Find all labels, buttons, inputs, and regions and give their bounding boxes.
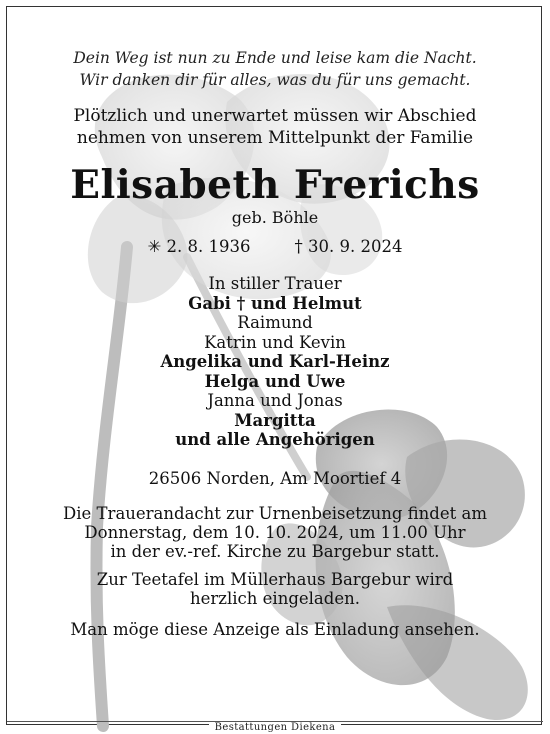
mourning-address: 26506 Norden, Am Moortief 4 (148, 468, 402, 488)
mourner-line: Janna und Jonas (207, 391, 343, 410)
mourner-line: Raimund (237, 313, 313, 332)
ceremony-line: Die Trauerandacht zur Urnenbeisetzung findet am (63, 503, 487, 523)
intro-line: Plötzlich und unerwartet müssen wir Abschied (73, 106, 477, 126)
life-dates (7, 236, 543, 258)
obituary-frame (6, 6, 542, 733)
obituary-content (7, 7, 543, 639)
tea-line: Zur Teetafel im Müllerhaus Bargebur wird (96, 569, 454, 589)
footer (7, 715, 543, 734)
intro-text (7, 105, 543, 149)
birth-name: geb. Böhle (231, 208, 319, 227)
birth-date: ✳ 2. 8. 1936 (147, 237, 251, 256)
death-date: † 30. 9. 2024 (294, 237, 403, 256)
mourners-list (7, 274, 543, 450)
tea-invitation (7, 570, 543, 608)
ceremony-line: in der ev.-ref. Kirche zu Bargebur statt. (110, 541, 440, 561)
invitation-note: Man möge diese Anzeige als Einladung ansehen. (70, 619, 480, 639)
ceremony-info (7, 504, 543, 561)
tea-line: herzlich eingeladen. (190, 588, 360, 608)
deceased-name: Elisabeth Frerichs (70, 162, 480, 208)
ceremony-line: Donnerstag, dem 10. 10. 2024, um 11.00 Uhr (84, 522, 466, 542)
mourners-lead: In stiller Trauer (208, 274, 342, 293)
mourner-line: Gabi † und Helmut (188, 293, 362, 313)
mourner-line: Margitta (234, 410, 316, 430)
intro-line: nehmen von unserem Mittelpunkt der Familie (76, 128, 474, 148)
mourner-line: Katrin und Kevin (204, 332, 346, 352)
poem (7, 47, 543, 91)
poem-line: Dein Weg ist nun zu Ende und leise kam die Nacht. (73, 49, 477, 67)
funeral-home-name: Bestattungen Diekena (209, 722, 342, 734)
mourner-line: Angelika und Karl-Heinz (160, 352, 390, 371)
mourner-line: Helga und Uwe (204, 371, 346, 391)
mourner-line: und alle Angehörigen (175, 430, 375, 449)
poem-line: Wir danken dir für alles, was du für uns gemacht. (79, 71, 471, 89)
